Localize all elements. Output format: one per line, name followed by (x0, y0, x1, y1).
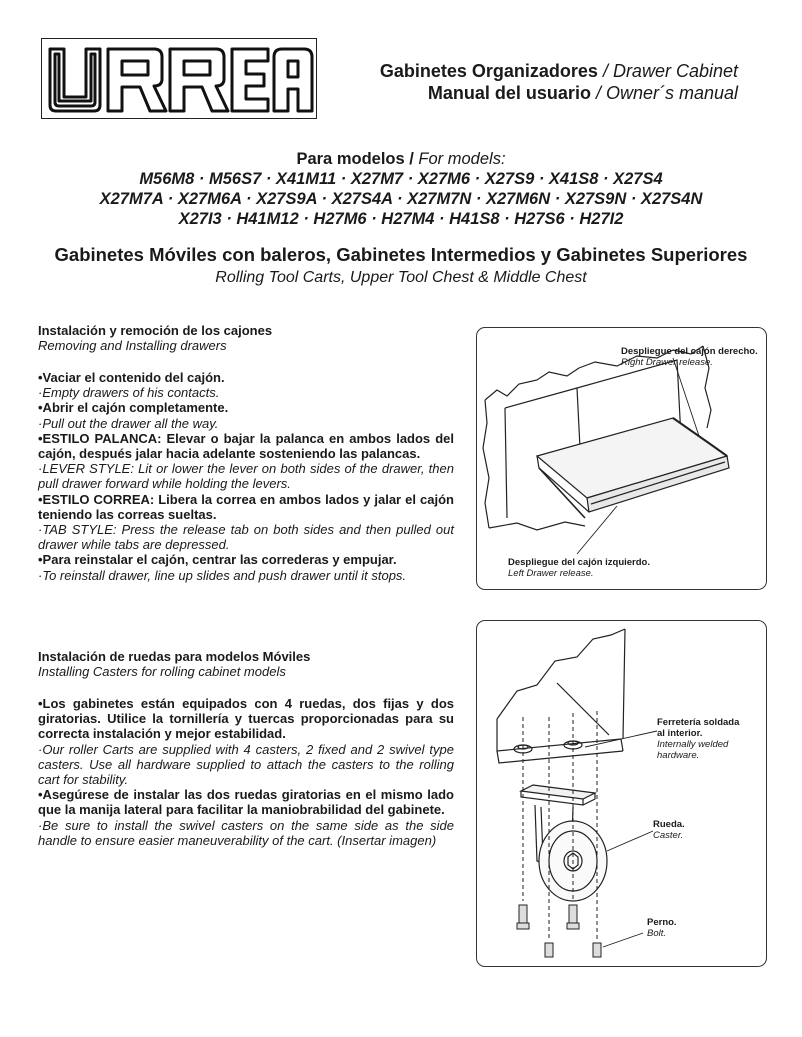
step-es: •Para reinstalar el cajón, centrar las correderas y empujar. (38, 552, 397, 568)
manual-en: / Owner´s manual (590, 83, 738, 103)
logo-graphic (42, 39, 318, 120)
manual-es: Manual del usuario (427, 83, 591, 103)
section2-title-es: Instalación de ruedas para modelos Móviles (38, 649, 311, 664)
section1-title-es: Instalación y remoción de los cajones (38, 323, 273, 338)
product-title-en: Rolling Tool Carts, Upper Tool Chest & Middle Chest (215, 269, 587, 286)
step-es: •Abrir el cajón completamente. (38, 400, 229, 416)
step-en: ·Empty drawers of his contacts. (38, 385, 220, 401)
manual-title (428, 82, 738, 104)
step-en: ·TAB STYLE: Press the release tab on both sides and then pulled out drawer while tabs are depressed. (38, 522, 454, 553)
caster-figure (476, 620, 767, 967)
models-label: Para modelos / For models: (296, 150, 506, 168)
document-title (380, 60, 738, 82)
drawer-figure (476, 327, 767, 590)
product-title-es: Gabinetes Móviles con baleros, Gabinetes Intermedios y Gabinetes Superiores (54, 244, 748, 265)
step-en: ·LEVER STYLE: Lit or lower the lever on both sides of the drawer, then pull drawer forward while holding the levers. (38, 461, 454, 492)
caster-label: Rueda. Caster. (653, 819, 685, 841)
section1-steps (38, 370, 454, 583)
models-line-2: X27M7A · X27M6A · X27S9A · X27S4A · X27M7N · X27M6N · X27S9N · X27S4N (99, 190, 703, 208)
hardware-label: Ferretería soldada al interior. Internally welded hardware. (657, 717, 740, 761)
step-en: ·Our roller Carts are supplied with 4 casters, 2 fixed and 2 swivel type casters. Use all hardware supplied to attach the casters to the rolling cart for stability. (38, 741, 454, 788)
step-en: ·To reinstall drawer, line up slides and push drawer until it stops. (38, 567, 407, 583)
models-line-3: X27I3 · H41M12 · H27M6 · H27M4 · H41S8 · H27S6 · H27I2 (178, 210, 624, 228)
section1-title-en: Removing and Installing drawers (38, 338, 227, 353)
caster-illustration (477, 621, 768, 968)
step-es: •ESTILO CORREA: Libera la correa en ambos lados y jalar el cajón teniendo las correas sueltas. (38, 491, 454, 522)
title-es: Gabinetes Organizadores (379, 61, 598, 81)
urrea-logo (41, 38, 317, 119)
models-line-1: M56M8 · M56S7 · X41M11 · X27M7 · X27M6 · X27S9 · X41S8 · X27S4 (139, 170, 663, 188)
step-en: ·Be sure to install the swivel casters on the same side as the side handle to ensure easier maneuverability of the cart. (Insertar imagen) (38, 817, 454, 848)
step-es: •Asegúrese de instalar las dos ruedas giratorias en el mismo lado que la manija lateral para facilitar la maniobrabilidad del gabinete. (38, 787, 454, 818)
bolt-label: Perno. Bolt. (647, 917, 677, 939)
section2-title-en: Installing Casters for rolling cabinet models (38, 664, 286, 679)
left-release-label: Despliegue del cajón izquierdo. Left Drawer release. (508, 557, 650, 579)
step-en: ·Pull out the drawer all the way. (38, 415, 219, 431)
section2-steps (38, 696, 454, 848)
step-es: •Los gabinetes están equipados con 4 ruedas, dos fijas y dos giratorias. Utilice la tornillería y tuercas proporcionadas para su correcta instalación y mejor estabilidad. (38, 696, 454, 742)
step-es: •ESTILO PALANCA: Elevar o bajar la palanca en ambos lados del cajón, después jalar hacia adelante sosteniendo las palancas. (38, 430, 454, 462)
step-es: •Vaciar el contenido del cajón. (38, 370, 225, 385)
right-release-label: Despliegue del cajón derecho. Right Drawer release. (621, 346, 758, 368)
title-en: / Drawer Cabinet (597, 61, 738, 81)
